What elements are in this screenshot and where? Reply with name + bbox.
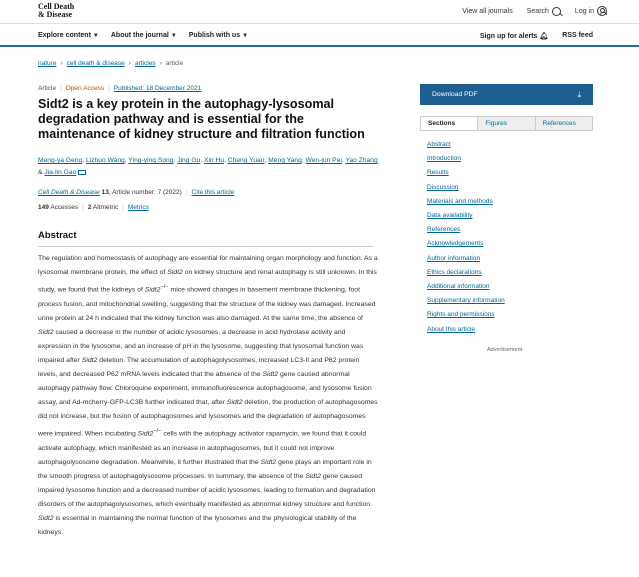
- search-label: Search: [526, 7, 549, 15]
- abstract-text: The regulation and homeostasis of autophagy are essential for maintaining organ morphology and function. As a lysosomal membrane protein, the effect of Sidt2 on kidney structure and renal autophagy is still unknown. In this study, we found that the kidneys of Sidt2−/− mice showed changes in basement membrane thickening, foot process fusion, and mitochondrial swelling, suggesting that the structure of the kidney was damaged. Increased urine protein at 24 h indicated that the kidney function was also damaged. At the same time, the absence of Sidt2 caused a decrease in the number of acidic lysosomes, a decrease in acid hydrolase activity and expression in the lysosome, and an increase of pH in the lysosome, suggesting that lysosomal function was impaired after Sidt2 deletion. The accumulation of autophagolysosomes, increased LC3-II and P62 protein levels, and decreased P62 mRNA levels indicated that the absence of the Sidt2 gene caused abnormal autophagy pathway flow. Chloroquine experiment, immunofluorescence autophagosome, and lysosome fusion assay, and Ad-mcherry-GFP-LC3B further indicated that, after Sidt2 deletion, the production of autophagosomes did not increase, but the fusion of autophagosomes and lysosomes and the degradation of autophagosomes were impaired. When incubating Sidt2−/− cells with the autophagy activator rapamycin, we found that it could activate autophagy, which manifested as an increase in autophagosomes, but it could not improve autophagolysosome degradation. Meanwhile, it further illustrated that the Sidt2 gene plays an important role in the smooth progress of autophagolysosome processes. In summary, the absence of the Sidt2 gene caused impaired lysosome function and a decreased number of acidic lysosomes, leading to formation and degradation disorders of the autophagolysosomes, which eventually manifested as abnormal kidney structure and function. Sidt2 is essential in maintaining the normal function of the lysosomes and the physiological stability of the kidneys.: [38, 255, 378, 537]
- advertisement-label: Advertisement: [487, 347, 523, 353]
- accesses-count: 149: [38, 204, 49, 211]
- tab-references[interactable]: References: [535, 117, 592, 130]
- cite-article-link[interactable]: Cite this article: [191, 189, 235, 196]
- author-list: Meng-ya Geng, Lizhuo Wang, Ying-ying Song, Jing Gu, Xin Hu, Cheng Yuan, Meng Yang, Wen-jun Pei, Yao Zhang & Jia-lin Gao: [38, 157, 378, 176]
- sidebar-tabs: [420, 116, 593, 131]
- author-link[interactable]: Yao Zhang: [345, 157, 378, 164]
- chevron-down-icon: ▼: [92, 33, 99, 39]
- section-link[interactable]: Ethics declarations: [427, 268, 482, 276]
- rss-feed-link[interactable]: RSS feed: [562, 32, 593, 39]
- breadcrumb-journal[interactable]: cell death & disease: [66, 60, 125, 67]
- section-link[interactable]: Introduction: [427, 155, 461, 163]
- tab-sections[interactable]: Sections: [421, 117, 477, 130]
- login-link[interactable]: [575, 6, 607, 16]
- signup-label: Sign up for alerts: [479, 33, 538, 40]
- metrics-line: [38, 204, 149, 211]
- section-link[interactable]: Supplementary information: [427, 297, 505, 305]
- abstract-heading: Abstract: [38, 230, 373, 247]
- section-link[interactable]: References: [427, 226, 461, 234]
- logo-line-1: Cell Death: [38, 2, 75, 11]
- download-icon: ⤓: [577, 89, 581, 99]
- volume-number: 13: [101, 189, 109, 196]
- altmetric-label: Altmetric: [92, 204, 119, 211]
- section-link[interactable]: Results: [427, 169, 449, 177]
- section-link[interactable]: Discussion: [427, 183, 459, 191]
- breadcrumb-separator: ›: [60, 60, 63, 67]
- divider: |: [82, 204, 84, 211]
- explore-label: Explore content: [38, 32, 91, 39]
- publish-menu[interactable]: [189, 32, 248, 39]
- breadcrumb-articles[interactable]: articles: [134, 60, 156, 67]
- publish-label: Publish with us: [188, 32, 241, 39]
- section-link[interactable]: About this article: [427, 325, 476, 333]
- logo-line-2: & Disease: [38, 9, 72, 19]
- about-journal-menu[interactable]: [111, 32, 177, 39]
- metrics-link[interactable]: Metrics: [127, 204, 149, 211]
- article-title: Sidt2 is a key protein in the autophagy-lysosomal degradation pathway and is essential for the maintenance of kidney structure and filtration function: [38, 97, 365, 141]
- breadcrumb-separator: ›: [128, 60, 131, 67]
- journal-logo[interactable]: [38, 3, 74, 18]
- published-date[interactable]: Published: 18 December 2021: [113, 85, 202, 92]
- author-link[interactable]: Meng-ya Geng: [38, 157, 83, 164]
- section-link[interactable]: Additional information: [427, 283, 490, 291]
- divider: |: [122, 204, 124, 211]
- breadcrumb-nature[interactable]: nature: [38, 60, 57, 67]
- about-label: About the journal: [110, 32, 169, 39]
- section-link[interactable]: Data availability: [427, 212, 473, 220]
- tab-figures[interactable]: Figures: [477, 117, 534, 130]
- author-link[interactable]: Lizhuo Wang: [85, 157, 125, 164]
- author-link[interactable]: Wen-jun Pei: [305, 157, 342, 164]
- explore-content-menu[interactable]: [38, 32, 99, 39]
- chevron-down-icon: ▼: [242, 33, 249, 39]
- divider: |: [185, 189, 188, 196]
- author-link[interactable]: Xin Hu: [203, 157, 225, 164]
- section-link[interactable]: Acknowledgements: [427, 240, 484, 248]
- section-link[interactable]: Abstract: [427, 141, 451, 148]
- author-link[interactable]: Cheng Yuan: [227, 157, 265, 164]
- author-link[interactable]: Jia-lin Gao: [44, 169, 77, 176]
- section-nav-list: [427, 138, 505, 337]
- journal-name-link[interactable]: Cell Death & Disease: [38, 189, 100, 196]
- all-journals-link[interactable]: View all journals: [462, 7, 513, 15]
- section-link[interactable]: Rights and permissions: [427, 311, 495, 319]
- breadcrumb-current: article: [165, 60, 184, 67]
- accesses-label: Accesses: [50, 204, 79, 211]
- envelope-icon[interactable]: [78, 170, 86, 175]
- signup-alerts-link[interactable]: [480, 32, 548, 40]
- article-meta: [38, 85, 201, 92]
- open-access-badge: Open Access: [65, 85, 105, 92]
- main-nav: [0, 25, 639, 47]
- author-link[interactable]: Jing Gu: [177, 157, 201, 164]
- section-link[interactable]: Materials and methods: [427, 197, 493, 205]
- download-pdf-button[interactable]: [420, 84, 593, 105]
- divider: |: [108, 85, 110, 92]
- download-label: Download PDF: [432, 91, 478, 98]
- author-ampersand: &: [38, 169, 43, 176]
- article-number: , Article number: 7 (2022): [108, 189, 182, 196]
- top-header: [0, 0, 639, 24]
- citation-line: [38, 189, 234, 196]
- chevron-down-icon: ▼: [170, 33, 177, 39]
- article-type: Article: [38, 85, 57, 92]
- divider: |: [60, 85, 62, 92]
- search-icon: [552, 7, 561, 16]
- search-link[interactable]: [527, 7, 561, 16]
- section-link[interactable]: Author information: [427, 254, 481, 262]
- bell-icon: 🔔︎: [539, 33, 549, 40]
- top-links: [462, 6, 607, 16]
- altmetric-count: 2: [87, 204, 92, 211]
- author-link[interactable]: Meng Yang: [268, 157, 302, 164]
- login-label: Log in: [574, 7, 594, 15]
- breadcrumb-separator: ›: [159, 60, 162, 67]
- author-link[interactable]: Ying-ying Song: [128, 157, 174, 164]
- breadcrumb: [38, 60, 183, 67]
- user-icon: [597, 6, 607, 16]
